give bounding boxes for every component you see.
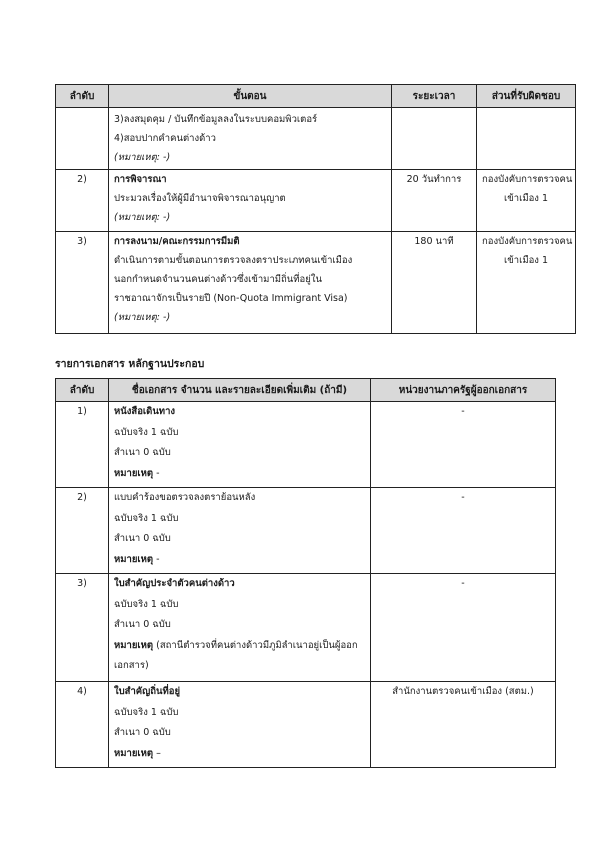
documents-table	[55, 378, 556, 768]
row-number: 2)	[56, 170, 109, 232]
agency-text: สำนักงานตรวจคนเข้าเมือง (สตม.)	[392, 686, 534, 697]
step-note: (หมายเหตุ: -)	[114, 212, 171, 223]
row-number: 3)	[56, 232, 109, 334]
document-original: ฉบับจริง 1 ฉบับ	[114, 598, 179, 610]
header-agency: หน่วยงานภาครัฐผู้ออกเอกสาร	[371, 379, 556, 402]
responsible-line: กองบังคับการตรวจคน	[482, 174, 573, 185]
step-line: นอกกำหนดจำนวนคนต่างด้าวซึ่งเข้ามามีถิ่นที่อยู่ใน	[114, 274, 322, 285]
row-number: 1)	[56, 402, 109, 488]
responsible-cell	[477, 170, 576, 232]
document-original: ฉบับจริง 1 ฉบับ	[114, 512, 179, 524]
agency-cell	[371, 488, 556, 574]
agency-cell	[371, 682, 556, 768]
step-line: ประมวลเรื่องให้ผู้มีอำนาจพิจารณาอนุญาต	[114, 193, 286, 204]
document-cell	[109, 574, 371, 682]
table-row	[56, 574, 556, 682]
procedure-table-header	[56, 85, 576, 108]
note-label: หมายเหตุ	[114, 639, 154, 651]
note-text: -	[153, 467, 160, 479]
table-row	[56, 232, 576, 334]
document-copy: สำเนา 0 ฉบับ	[114, 727, 171, 738]
document-title: ใบสำคัญประจำตัวคนต่างด้าว	[114, 578, 235, 589]
agency-text: -	[461, 406, 465, 417]
row-number: 2)	[56, 488, 109, 574]
step-note: (หมายเหตุ: -)	[114, 312, 171, 323]
step-line: 3)ลงสมุดคุม / บันทึกข้อมูลลงในระบบคอมพิวเตอร์	[114, 114, 318, 125]
step-line: ดำเนินการตามขั้นตอนการตรวจลงตราประเภทคนเข้าเมือง	[114, 255, 353, 266]
procedure-table	[55, 84, 576, 334]
agency-cell	[371, 574, 556, 682]
step-cell	[109, 170, 392, 232]
document-cell	[109, 402, 371, 488]
document-title: ใบสำคัญถิ่นที่อยู่	[114, 686, 181, 697]
document-copy: สำเนา 0 ฉบับ	[114, 447, 171, 458]
header-order: ลำดับ	[56, 379, 109, 402]
responsible-line: เข้าเมือง 1	[504, 255, 548, 266]
duration-cell: 20 วันทำการ	[392, 170, 477, 232]
step-cell	[109, 232, 392, 334]
header-responsible: ส่วนที่รับผิดชอบ	[477, 85, 576, 108]
note-text: –	[153, 747, 161, 759]
note-text: (สถานีตำรวจที่คนต่างด้าวมีภูมิลำเนาอยู่เป็นผู้ออก	[153, 639, 358, 651]
header-duration: ระยะเวลา	[392, 85, 477, 108]
row-number	[56, 108, 109, 170]
step-cell	[109, 108, 392, 170]
table-row	[56, 108, 576, 170]
duration-cell	[392, 108, 477, 170]
note-label: หมายเหตุ	[114, 747, 154, 759]
agency-cell	[371, 402, 556, 488]
header-document: ชื่อเอกสาร จำนวน และรายละเอียดเพิ่มเติม (ถ้ามี)	[109, 379, 371, 402]
note-label: หมายเหตุ	[114, 467, 154, 479]
responsible-line: เข้าเมือง 1	[504, 193, 548, 204]
responsible-cell	[477, 108, 576, 170]
note-label: หมายเหตุ	[114, 553, 154, 565]
document-copy: สำเนา 0 ฉบับ	[114, 533, 171, 544]
header-step: ขั้นตอน	[109, 85, 392, 108]
header-order: ลำดับ	[56, 85, 109, 108]
step-note: (หมายเหตุ: -)	[114, 152, 171, 163]
table-row	[56, 682, 556, 768]
document-copy: สำเนา 0 ฉบับ	[114, 619, 171, 630]
note-continuation: เอกสาร)	[114, 660, 149, 671]
step-title: การพิจารณา	[114, 174, 167, 185]
row-number: 4)	[56, 682, 109, 768]
agency-text: -	[461, 578, 465, 589]
section-title: รายการเอกสาร หลักฐานประกอบ	[55, 358, 205, 370]
agency-text: -	[461, 492, 465, 503]
document-title: แบบคำร้องขอตรวจลงตราย้อนหลัง	[114, 492, 256, 503]
step-title: การลงนาม/คณะกรรมการมีมติ	[114, 236, 240, 247]
document-title: หนังสือเดินทาง	[114, 406, 176, 417]
table-row	[56, 488, 556, 574]
document-original: ฉบับจริง 1 ฉบับ	[114, 426, 179, 438]
document-cell	[109, 488, 371, 574]
step-line: 4)สอบปากคำคนต่างด้าว	[114, 133, 216, 144]
duration-cell: 180 นาที	[392, 232, 477, 334]
table-row	[56, 170, 576, 232]
responsible-line: กองบังคับการตรวจคน	[482, 236, 573, 247]
document-cell	[109, 682, 371, 768]
documents-table-header	[56, 379, 556, 402]
responsible-cell	[477, 232, 576, 334]
note-text: -	[153, 553, 160, 565]
document-original: ฉบับจริง 1 ฉบับ	[114, 706, 179, 718]
row-number: 3)	[56, 574, 109, 682]
table-row	[56, 402, 556, 488]
step-line: ราชอาณาจักรเป็นรายปี (Non-Quota Immigrant Visa)	[114, 293, 348, 304]
